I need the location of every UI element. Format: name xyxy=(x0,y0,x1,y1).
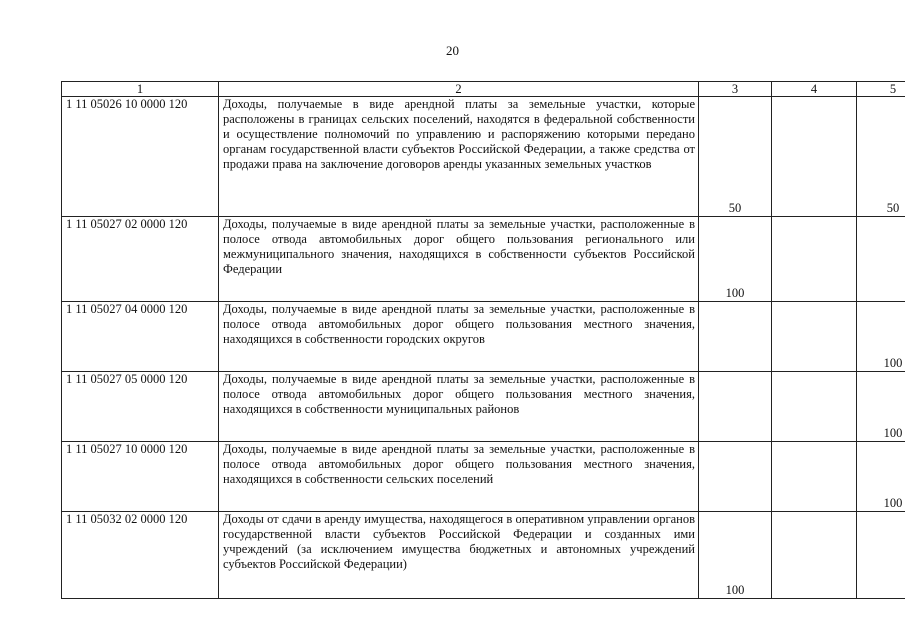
value-col4 xyxy=(772,217,857,302)
income-description: Доходы, получаемые в виде арендной платы за земельные участки, расположенные в полосе отвода автомобильных дорог общего пользования местного значения, находящихся в собственности сельских поселений xyxy=(219,442,699,512)
budget-codes-table xyxy=(61,81,905,599)
income-description: Доходы от сдачи в аренду имущества, находящегося в оперативном управлении органов государственной власти субъектов Российской Федерации и созданных ими учреждений (за исключением имущества бюджетных и автономных учреждений субъектов Российской Федерации) xyxy=(219,512,699,599)
income-code: 1 11 05032 02 0000 120 xyxy=(62,512,219,599)
table-row xyxy=(62,302,905,372)
page-number: 20 xyxy=(446,43,459,58)
table-row xyxy=(62,97,905,217)
income-description: Доходы, получаемые в виде арендной платы за земельные участки, которые расположены в границах сельских поселений, находятся в федеральной собственности и осуществление полномочий по управлению и распоряжению которыми передано органам государственной власти субъектов Российской Федерации, а также средства от продажи права на заключение договоров аренды указанных земельных участков xyxy=(219,97,699,217)
table-row xyxy=(62,372,905,442)
income-description: Доходы, получаемые в виде арендной платы за земельные участки, расположенные в полосе отвода автомобильных дорог общего пользования местного значения, находящихся в собственности городских округов xyxy=(219,302,699,372)
value-col5 xyxy=(857,512,905,599)
income-description: Доходы, получаемые в виде арендной платы за земельные участки, расположенные в полосе отвода автомобильных дорог общего пользования регионального или межмуниципального значения, находящихся в собственности субъектов Российской Федерации xyxy=(219,217,699,302)
value-col4 xyxy=(772,442,857,512)
value-col5: 50 xyxy=(857,97,905,217)
table-row xyxy=(62,217,905,302)
income-code: 1 11 05027 04 0000 120 xyxy=(62,302,219,372)
value-col4 xyxy=(772,97,857,217)
column-header-5: 5 xyxy=(857,82,905,97)
value-col4 xyxy=(772,302,857,372)
value-col3: 50 xyxy=(699,97,772,217)
table-row xyxy=(62,512,905,599)
column-header-3: 3 xyxy=(699,82,772,97)
value-col3 xyxy=(699,372,772,442)
value-col3 xyxy=(699,302,772,372)
income-code: 1 11 05027 10 0000 120 xyxy=(62,442,219,512)
value-col5: 100 xyxy=(857,372,905,442)
income-code: 1 11 05027 05 0000 120 xyxy=(62,372,219,442)
value-col5: 100 xyxy=(857,302,905,372)
header-row xyxy=(62,82,905,97)
value-col4 xyxy=(772,372,857,442)
value-col3 xyxy=(699,442,772,512)
income-description: Доходы, получаемые в виде арендной платы за земельные участки, расположенные в полосе отвода автомобильных дорог общего пользования местного значения, находящихся в собственности муниципальных районов xyxy=(219,372,699,442)
value-col5 xyxy=(857,217,905,302)
value-col3: 100 xyxy=(699,217,772,302)
value-col3: 100 xyxy=(699,512,772,599)
value-col5: 100 xyxy=(857,442,905,512)
value-col4 xyxy=(772,512,857,599)
income-code: 1 11 05027 02 0000 120 xyxy=(62,217,219,302)
column-header-1: 1 xyxy=(62,82,219,97)
table-row xyxy=(62,442,905,512)
column-header-4: 4 xyxy=(772,82,857,97)
income-code: 1 11 05026 10 0000 120 xyxy=(62,97,219,217)
column-header-2: 2 xyxy=(219,82,699,97)
